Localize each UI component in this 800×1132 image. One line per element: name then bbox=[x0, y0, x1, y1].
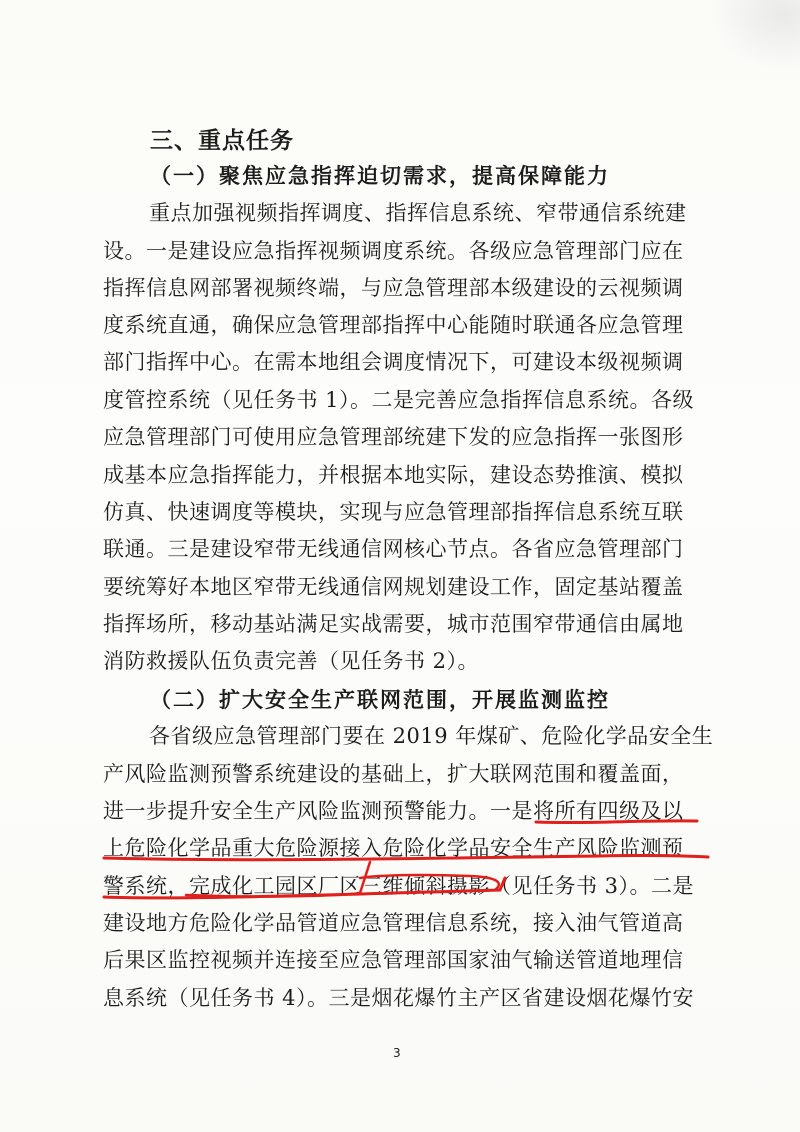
section-heading: 三、重点任务 bbox=[150, 127, 294, 154]
paragraph-line: 应急管理部门可使用应急管理部统建下发的应急指挥一张图形 bbox=[103, 425, 684, 449]
paragraph-line: 设。一是建设应急指挥视频调度系统。各级应急管理部门应在 bbox=[103, 239, 684, 263]
paragraph-line: 各省级应急管理部门要在 2019 年煤矿、危险化学品安全生 bbox=[149, 724, 714, 748]
paragraph-line: 成基本应急指挥能力，并根据本地实际，建设态势推演、模拟 bbox=[103, 463, 684, 487]
paragraph-line: 联通。三是建设窄带无线通信网核心节点。各省应急管理部门 bbox=[103, 537, 684, 561]
scan-artifact bbox=[710, 0, 800, 70]
subsection-title-1: （一）聚焦应急指挥迫切需求，提高保障能力 bbox=[150, 163, 610, 188]
paragraph-line: 要统筹好本地区窄带无线通信网规划建设工作，固定基站覆盖 bbox=[103, 575, 684, 599]
paragraph-line: 产风险监测预警系统建设的基础上，扩大联网范围和覆盖面， bbox=[103, 762, 684, 786]
paragraph-line: 重点加强视频指挥调度、指挥信息系统、窄带通信系统建 bbox=[149, 201, 687, 225]
paragraph-line: 仿真、快速调度等模块，实现与应急管理部指挥信息系统互联 bbox=[103, 500, 684, 524]
paragraph-line: 指挥信息网部署视频终端，与应急管理部本级建设的云视频调 bbox=[103, 276, 684, 300]
paragraph-line: 度管控系统（见任务书 1）。二是完善应急指挥信息系统。各级 bbox=[103, 388, 695, 412]
paragraph-line: 度系统直通，确保应急管理部指挥中心能随时联通各应急管理 bbox=[103, 313, 684, 337]
paragraph-line: 进一步提升安全生产风险监测预警能力。一是将所有四级及以 bbox=[103, 799, 684, 823]
paragraph-line: 后果区监控视频并连接至应急管理部国家油气输送管道地理信 bbox=[103, 948, 684, 972]
subsection-title-2: （二）扩大安全生产联网范围，开展监测监控 bbox=[150, 687, 610, 712]
paragraph-line: 上危险化学品重大危险源接入危险化学品安全生产风险监测预 bbox=[103, 836, 684, 860]
paragraph-line: 建设地方危险化学品管道应急管理信息系统，接入油气管道高 bbox=[103, 911, 684, 935]
paragraph-line: 消防救援队伍负责完善（见任务书 2）。 bbox=[103, 649, 480, 673]
paragraph-line: 指挥场所，移动基站满足实战需要，城市范围窄带通信由属地 bbox=[103, 612, 684, 636]
paragraph-line: 警系统，完成化工园区厂区三维倾斜摄影（见任务书 3）。二是 bbox=[103, 874, 695, 898]
paragraph-line: 部门指挥中心。在需本地组会调度情况下，可建设本级视频调 bbox=[103, 350, 684, 374]
paragraph-line: 息系统（见任务书 4）。三是烟花爆竹主产区省建设烟花爆竹安 bbox=[103, 986, 695, 1010]
page-number: 3 bbox=[393, 1046, 401, 1060]
